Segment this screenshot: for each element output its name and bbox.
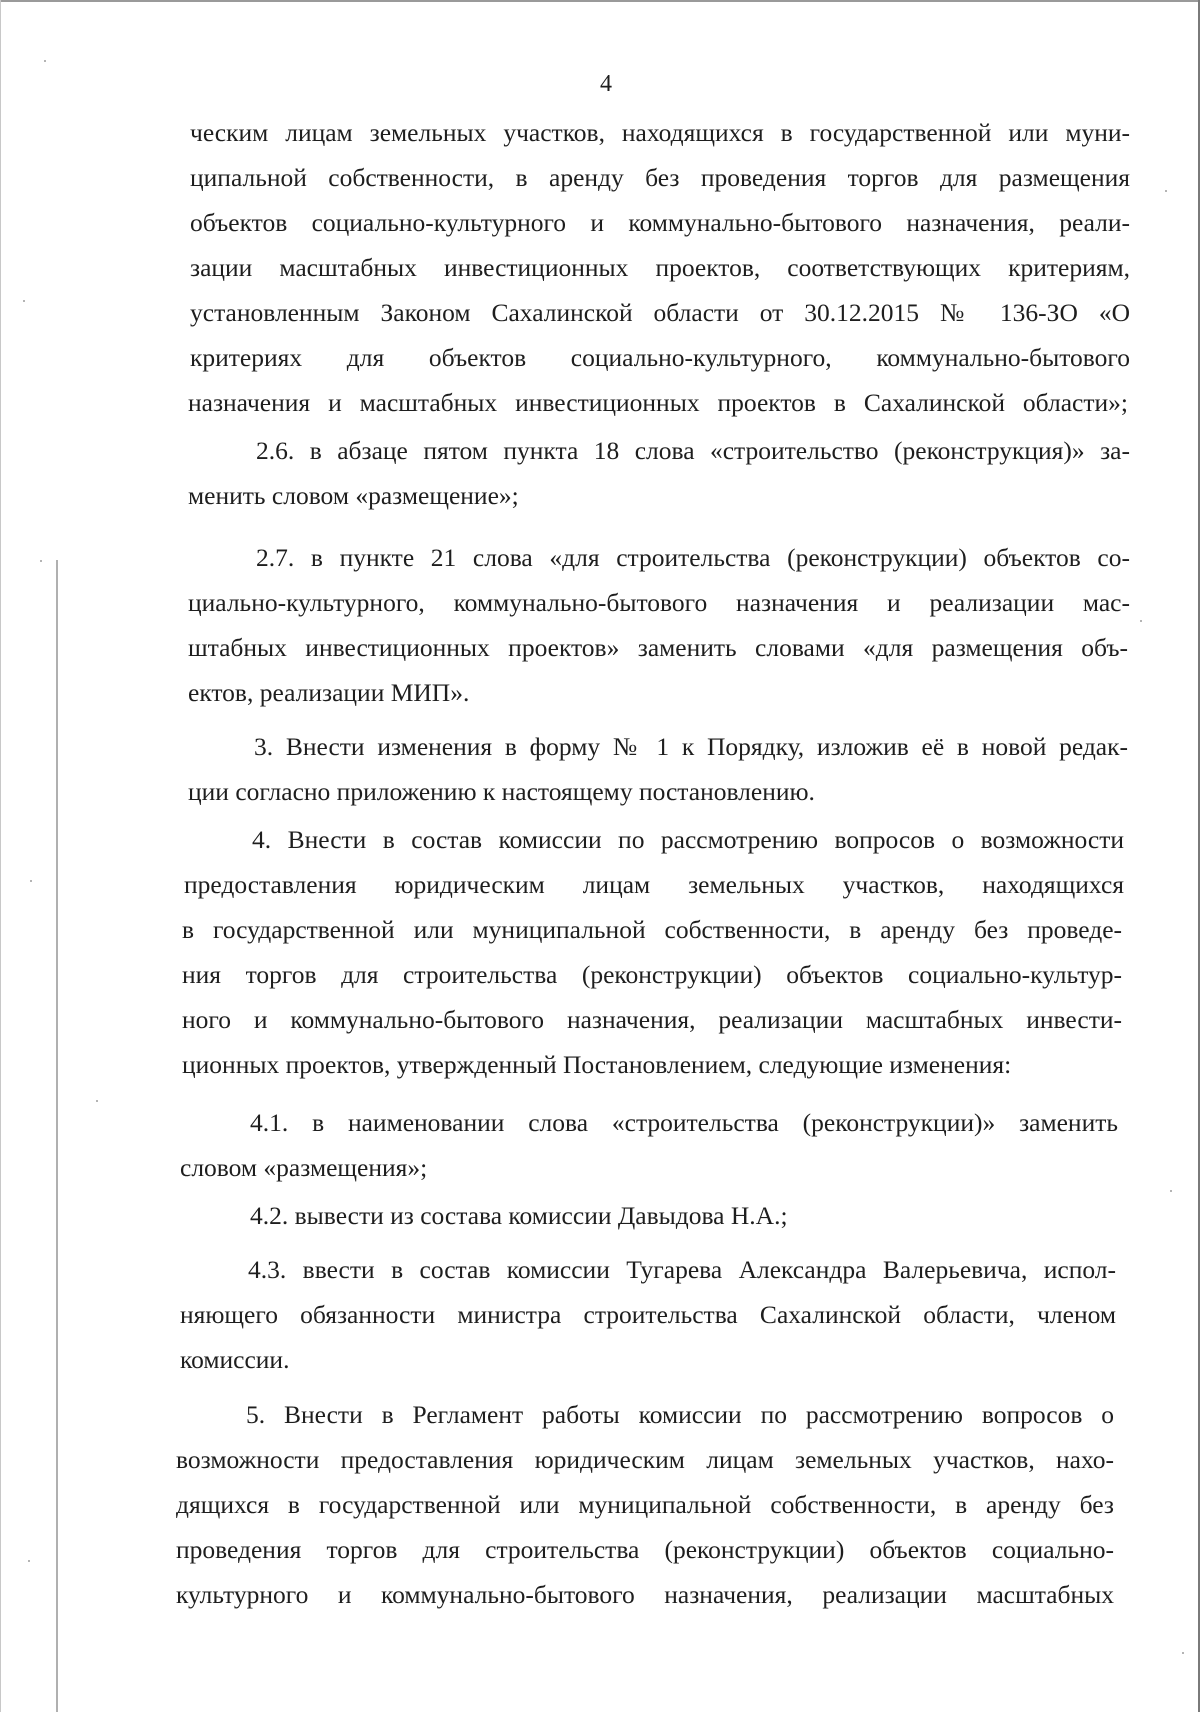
text-line: ного и коммунально-бытового назначения, реализации масштабных инвести- (182, 1005, 1122, 1034)
text-line: ципальной собственности, в аренду без проведения торгов для размещения (190, 163, 1130, 192)
text-line: ческим лицам земельных участков, находящихся в государственной или муни- (190, 118, 1130, 147)
text-line: предоставления юридическим лицам земельных участков, находящихся (184, 870, 1124, 899)
text-line: 5. Внести в Регламент работы комиссии по рассмотрению вопросов о (246, 1400, 1114, 1429)
text-line: назначения и масштабных инвестиционных проектов в Сахалинской области»; (188, 388, 1128, 417)
scan-margin-line (56, 560, 58, 1712)
text-line: ции согласно приложению к настоящему постановлению. (188, 777, 815, 806)
text-line: объектов социально-культурного и коммунально-бытового назначения, реали- (190, 208, 1130, 237)
scan-speck (28, 1560, 30, 1562)
text-line: 2.7. в пункте 21 слова «для строительства (реконструкции) объектов со- (256, 543, 1130, 572)
scan-speck (1140, 620, 1142, 622)
text-line: словом «размещения»; (180, 1153, 428, 1182)
scan-speck (40, 560, 42, 562)
scan-top-edge (0, 0, 1200, 2)
scan-speck (23, 300, 25, 302)
scan-speck (1165, 190, 1167, 192)
scan-speck (30, 880, 32, 882)
text-line: ционных проектов, утвержденный Постановлением, следующие изменения: (182, 1050, 1012, 1079)
text-line: штабных инвестиционных проектов» заменить словами «для размещения объ- (188, 633, 1128, 662)
text-line: менить словом «размещение»; (188, 481, 519, 510)
scan-speck (1182, 1652, 1184, 1654)
text-line: в государственной или муниципальной собственности, в аренду без проведе- (182, 915, 1122, 944)
scan-left-edge (0, 0, 1, 1712)
text-line: 4. Внести в состав комиссии по рассмотрению вопросов о возможности (252, 825, 1124, 854)
text-line: критериях для объектов социально-культурного, коммунально-бытового (190, 343, 1130, 372)
scan-speck (44, 60, 46, 62)
text-line: циально-культурного, коммунально-бытового назначения и реализации мас- (188, 588, 1130, 617)
text-line: зации масштабных инвестиционных проектов, соответствующих критериям, (190, 253, 1130, 282)
scan-speck (96, 1100, 98, 1102)
page-number: 4 (600, 71, 612, 97)
text-line: возможности предоставления юридическим лицам земельных участков, нахо- (176, 1445, 1114, 1474)
text-line: няющего обязанности министра строительства Сахалинской области, членом (180, 1300, 1116, 1329)
text-line: 4.3. ввести в состав комиссии Тугарева Александра Валерьевича, испол- (248, 1255, 1116, 1284)
text-line: установленным Законом Сахалинской области от 30.12.2015 № 136-ЗО «О (190, 298, 1130, 327)
text-line: культурного и коммунально-бытового назначения, реализации масштабных (176, 1580, 1114, 1609)
text-line: ния торгов для строительства (реконструкции) объектов социально-культур- (182, 960, 1122, 989)
text-line: комиссии. (180, 1345, 290, 1374)
text-line: 2.6. в абзаце пятом пункта 18 слова «строительство (реконструкция)» за- (256, 436, 1130, 465)
scan-speck (1170, 1190, 1172, 1192)
text-line: проведения торгов для строительства (реконструкции) объектов социально- (176, 1535, 1114, 1564)
text-line: 4.1. в наименовании слова «строительства (реконструкции)» заменить (250, 1108, 1118, 1137)
text-line: дящихся в государственной или муниципальной собственности, в аренду без (176, 1490, 1114, 1519)
text-line: 4.2. вывести из состава комиссии Давыдова Н.А.; (250, 1201, 788, 1230)
text-line: ектов, реализации МИП». (188, 678, 470, 707)
text-line: 3. Внести изменения в форму № 1 к Порядку, изложив её в новой редак- (254, 732, 1128, 761)
